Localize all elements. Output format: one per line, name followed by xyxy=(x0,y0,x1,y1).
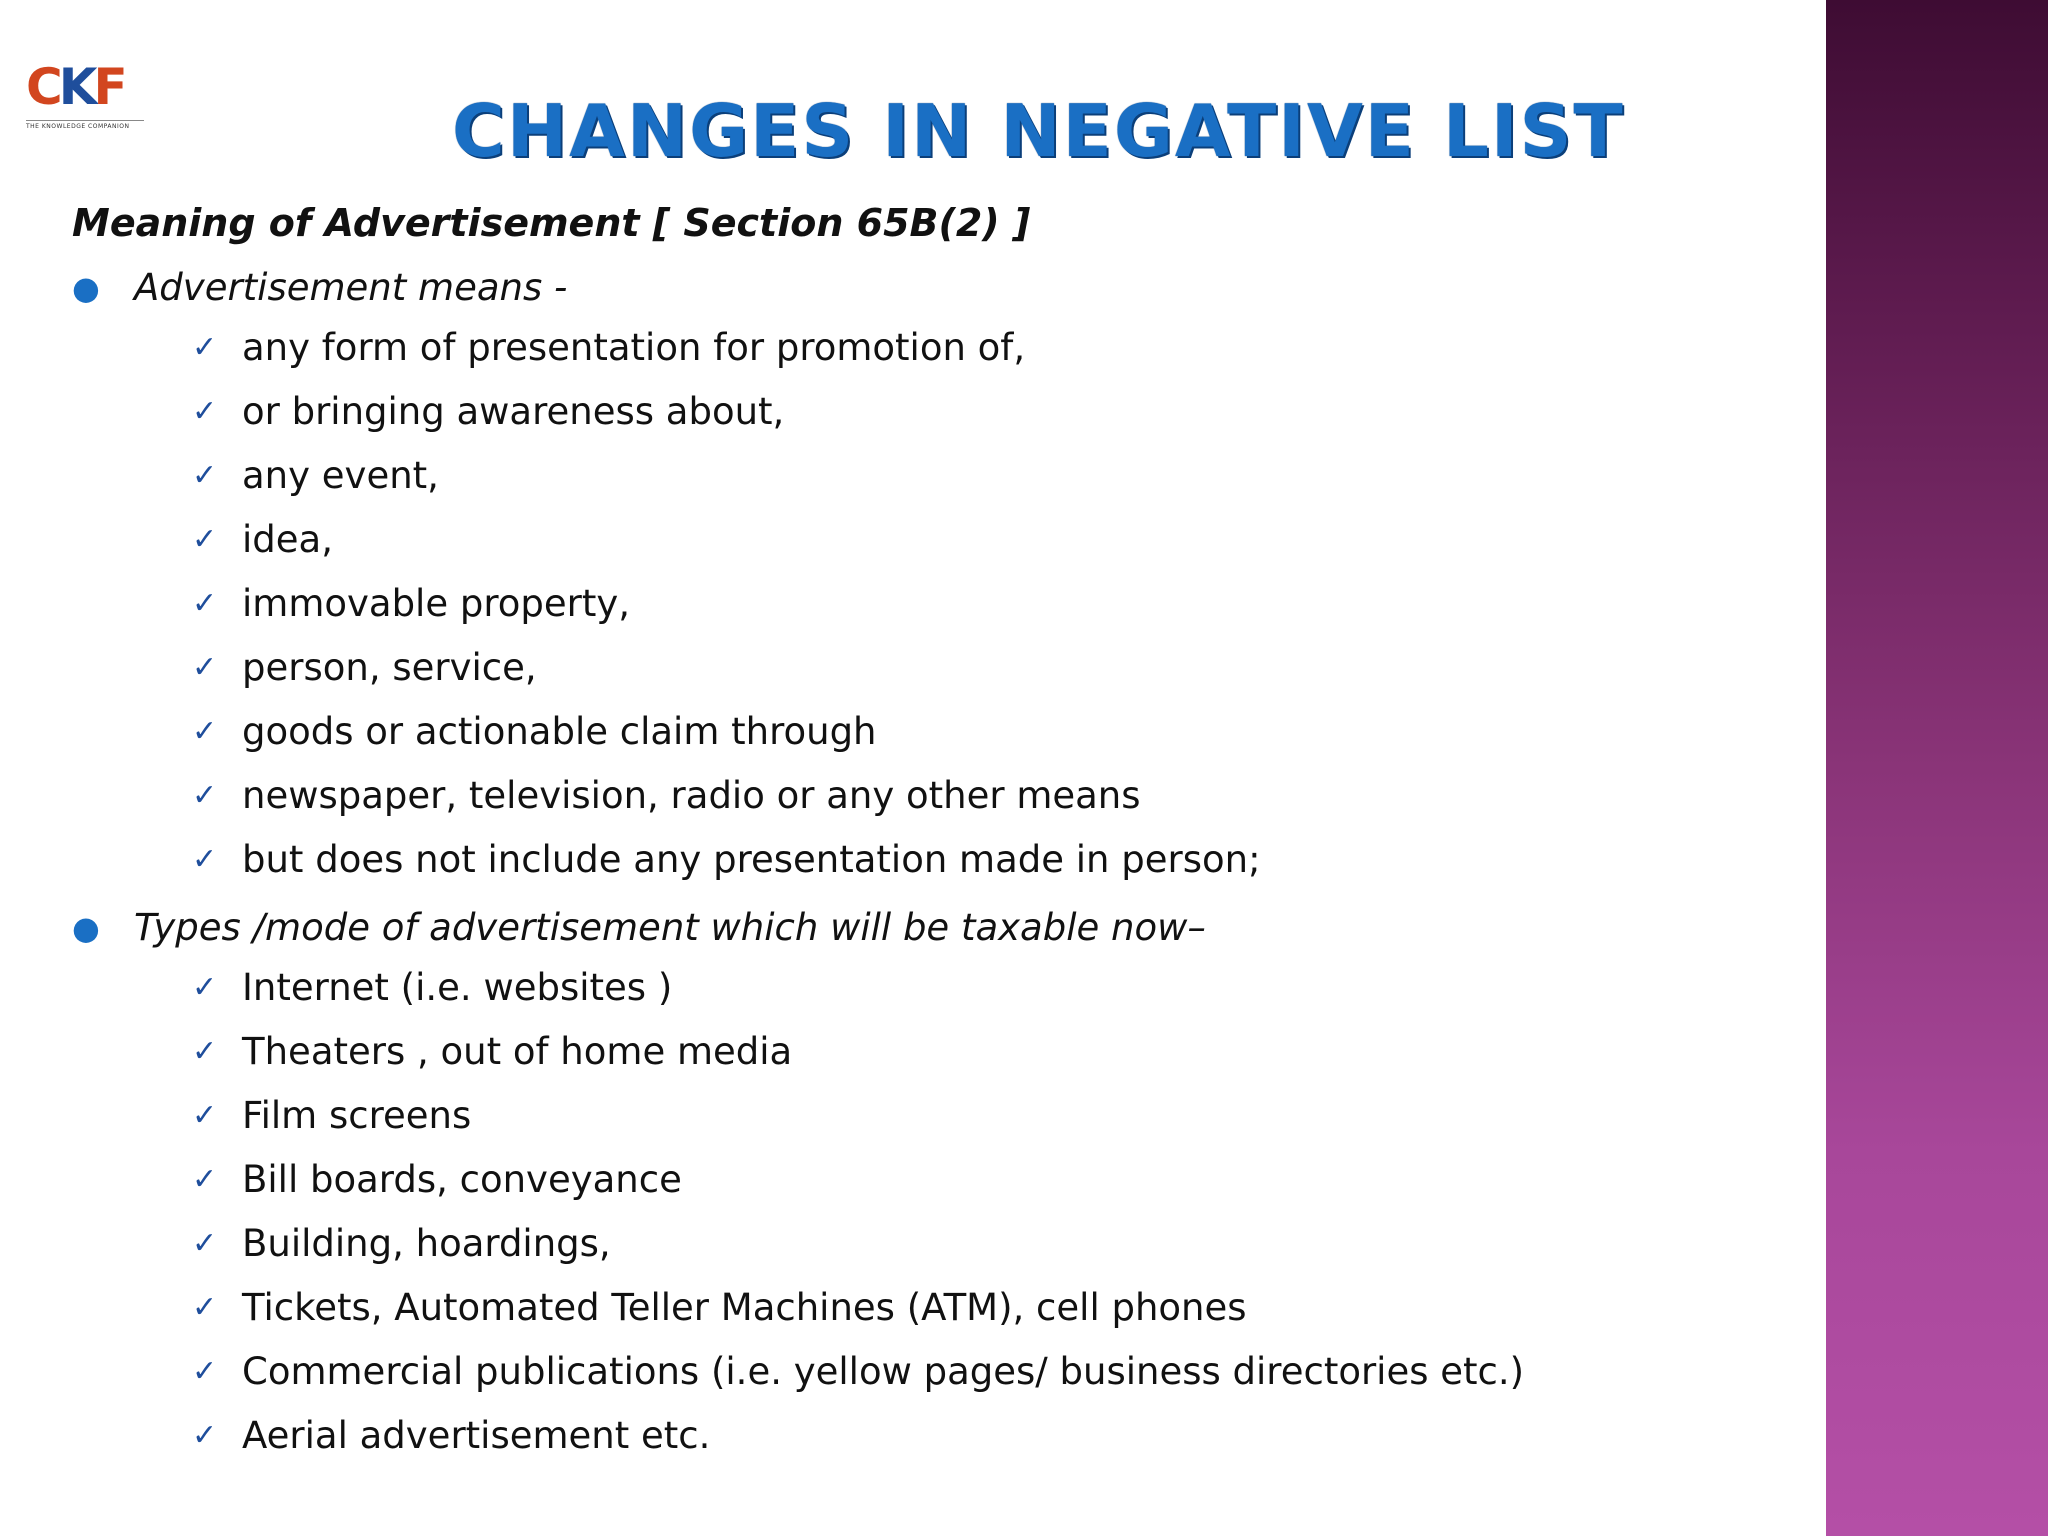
checkmark-icon: ✓ xyxy=(192,714,218,749)
list-item-text: newspaper, television, radio or any other means xyxy=(242,774,1141,817)
list-item-text: any form of presentation for promotion of, xyxy=(242,326,1026,369)
checkmark-icon: ✓ xyxy=(192,458,218,493)
bullet-dot-icon: ● xyxy=(72,269,100,307)
list-item-text: Aerial advertisement etc. xyxy=(242,1414,711,1457)
list-item-text: person, service, xyxy=(242,646,537,689)
list-item-text: Theaters , out of home media xyxy=(242,1030,793,1073)
list-item-text: or bringing awareness about, xyxy=(242,390,785,433)
bullet-text: Types /mode of advertisement which will be taxable now– xyxy=(134,906,1206,949)
list-item-text: idea, xyxy=(242,518,333,561)
bullet-text: Advertisement means - xyxy=(134,266,568,309)
checkmark-icon: ✓ xyxy=(192,1226,218,1261)
list-item-text: Internet (i.e. websites ) xyxy=(242,966,673,1009)
checkmark-icon: ✓ xyxy=(192,394,218,429)
company-logo xyxy=(26,58,150,132)
logo-tagline: THE KNOWLEDGE COMPANION xyxy=(26,120,144,130)
list-item-text: Building, hoardings, xyxy=(242,1222,611,1265)
checkmark-icon: ✓ xyxy=(192,522,218,557)
list-item-text: Tickets, Automated Teller Machines (ATM), cell phones xyxy=(242,1286,1247,1329)
bullet-dot-icon: ● xyxy=(72,909,100,947)
list-item-text: immovable property, xyxy=(242,582,631,625)
checkmark-icon: ✓ xyxy=(192,330,218,365)
checkmark-icon: ✓ xyxy=(192,842,218,877)
decorative-side-band xyxy=(1826,0,2048,1536)
checkmark-icon: ✓ xyxy=(192,1354,218,1389)
checkmark-icon: ✓ xyxy=(192,778,218,813)
checkmark-icon: ✓ xyxy=(192,1418,218,1453)
checkmark-icon: ✓ xyxy=(192,1162,218,1197)
slide-title: CHANGES IN NEGATIVE LIST xyxy=(452,89,1625,173)
checkmark-icon: ✓ xyxy=(192,650,218,685)
checkmark-icon: ✓ xyxy=(192,586,218,621)
list-item-text: Bill boards, conveyance xyxy=(242,1158,682,1201)
list-item-text: goods or actionable claim through xyxy=(242,710,877,753)
logo-mark: CKF xyxy=(26,58,124,116)
checkmark-icon: ✓ xyxy=(192,970,218,1005)
list-item-text: any event, xyxy=(242,454,439,497)
checkmark-icon: ✓ xyxy=(192,1034,218,1069)
section-subheading: Meaning of Advertisement [ Section 65B(2) ] xyxy=(72,201,1031,245)
checkmark-icon: ✓ xyxy=(192,1290,218,1325)
checkmark-icon: ✓ xyxy=(192,1098,218,1133)
list-item-text: Film screens xyxy=(242,1094,472,1137)
list-item-text: Commercial publications (i.e. yellow pages/ business directories etc.) xyxy=(242,1350,1525,1393)
list-item-text: but does not include any presentation made in person; xyxy=(242,838,1261,881)
